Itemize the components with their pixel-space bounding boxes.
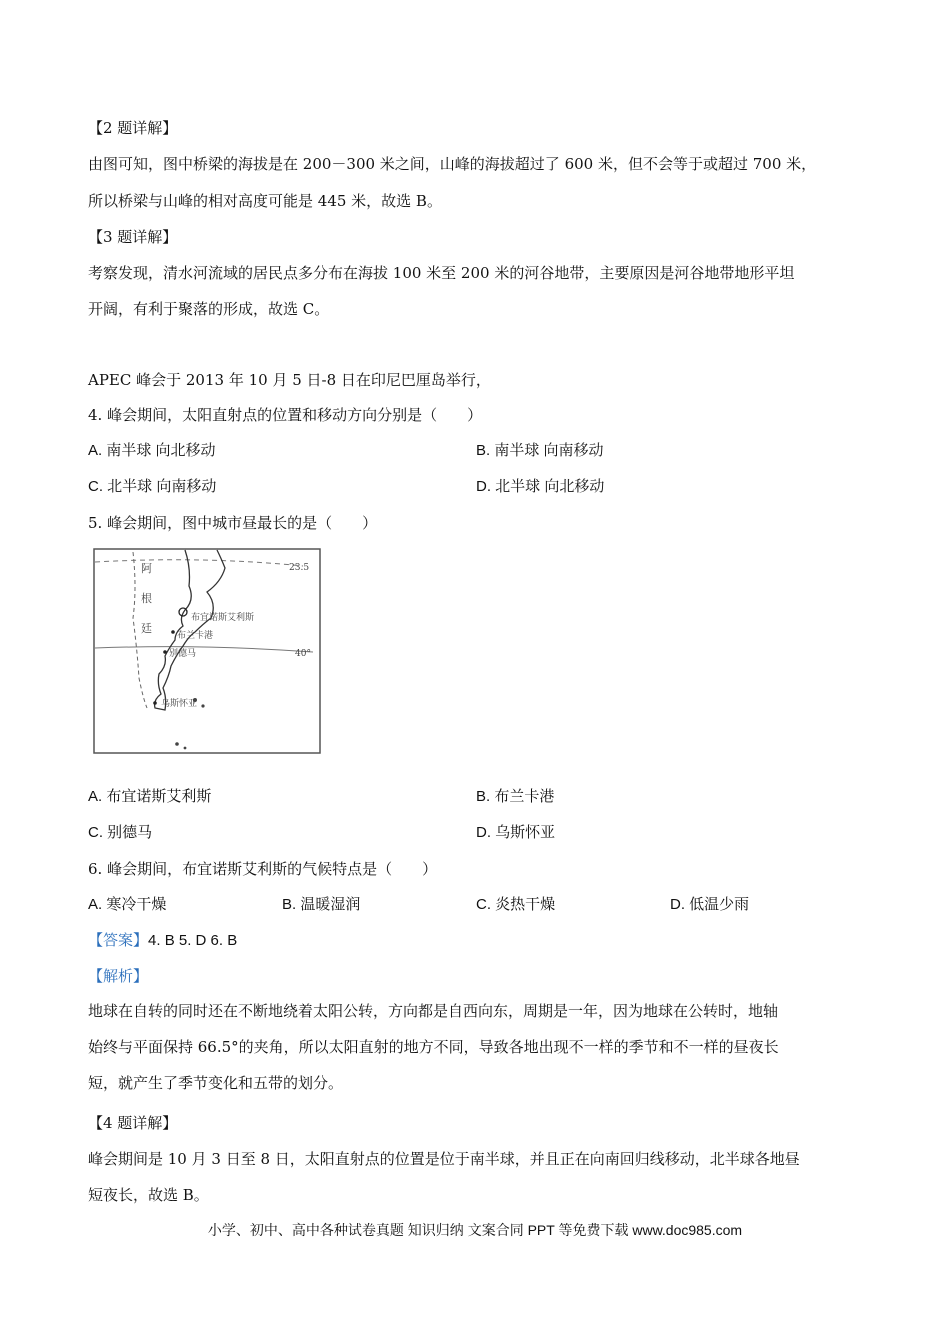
- q4-option-c: C. 北半球 向南移动: [88, 478, 217, 495]
- answer-text: 4. B 5. D 6. B: [148, 932, 238, 949]
- q6-option-c: C. 炎热干燥: [476, 896, 556, 913]
- q6-stem: 6. 峰会期间，布宜诺斯艾利斯的气候特点是（ ）: [88, 860, 438, 878]
- island: [201, 704, 204, 707]
- city-label-viedma: 别德马: [169, 649, 197, 659]
- answer-label: 【答案】: [88, 931, 149, 949]
- map-frame: [94, 549, 320, 753]
- analysis-line-2: 始终与平面保持 66.5°的夹角，所以太阳直射的地方不同，导致各地出现不一样的季节和不一样的昼夜长: [88, 1038, 779, 1056]
- section-2-line-1: 由图可知，图中桥梁的海拔是在 200－300 米之间，山峰的海拔超过了 600 米，但不会等于或超过 700 米，: [88, 155, 817, 173]
- q4-stem: 4. 峰会期间，太阳直射点的位置和移动方向分别是（ ）: [88, 406, 483, 424]
- q5-stem: 5. 峰会期间，图中城市昼最长的是（ ）: [88, 514, 378, 532]
- section-3-line-2: 开阔，有利于聚落的形成，故选 C。: [88, 300, 330, 318]
- island: [175, 742, 179, 746]
- city-marker-ushuaia: [153, 701, 157, 705]
- q5-option-c: C. 别德马: [88, 824, 153, 841]
- intro-text: APEC 峰会于 2013 年 10 月 5 日-8 日在印尼巴厘岛举行，: [88, 371, 491, 389]
- q5-option-d: D. 乌斯怀亚: [476, 824, 556, 841]
- country-label-3: 廷: [141, 622, 152, 635]
- q6-option-d: D. 低温少雨: [670, 896, 750, 913]
- lat-label-40: 40°: [295, 649, 311, 659]
- q5-option-a: A. 布宜诺斯艾利斯: [88, 788, 212, 805]
- answer-line: [88, 930, 237, 951]
- q4-option-a: A. 南半球 向北移动: [88, 442, 216, 459]
- analysis-line-1: 地球在自转的同时还在不断地绕着太阳公转，方向都是自西向东，周期是一年，因为地球在公转时，地轴: [88, 1002, 779, 1020]
- argentina-map: [93, 548, 321, 754]
- lat-label-23-5: 23.5: [289, 563, 310, 573]
- q5-option-b: B. 布兰卡港: [476, 788, 555, 805]
- city-label-bahia-blanca: 布兰卡港: [177, 631, 214, 641]
- island: [184, 747, 187, 750]
- section-4-header: 【4 题详解】: [88, 1114, 178, 1132]
- city-marker-bahia-blanca: [171, 630, 175, 634]
- q4-option-d: D. 北半球 向北移动: [476, 478, 605, 495]
- q4-option-b: B. 南半球 向南移动: [476, 442, 604, 459]
- q6-option-b: B. 温暖湿润: [282, 896, 361, 913]
- page-footer: 小学、初中、高中各种试卷真题 知识归纳 文案合同 PPT 等免费下载 www.doc985.com: [207, 1222, 743, 1238]
- analysis-label: 【解析】: [88, 967, 149, 985]
- city-label-ushuaia: 乌斯怀亚: [161, 699, 198, 709]
- city-label-buenos-aires: 布宜诺斯艾利斯: [191, 613, 255, 623]
- country-label-2: 根: [141, 592, 152, 605]
- section-3-line-1: 考察发现，清水河流域的居民点多分布在海拔 100 米至 200 米的河谷地带，主要原因是河谷地带地形平坦: [88, 264, 795, 282]
- city-marker-viedma: [163, 650, 167, 654]
- section-4-line-1: 峰会期间是 10 月 3 日至 8 日，太阳直射点的位置是位于南半球，并且正在向南回归线移动，北半球各地昼: [88, 1150, 800, 1168]
- section-4-line-2: 短夜长，故选 B。: [88, 1186, 209, 1204]
- section-2-header: 【2 题详解】: [88, 119, 178, 137]
- section-3-header: 【3 题详解】: [88, 228, 178, 246]
- country-label-1: 阿: [141, 562, 152, 575]
- q6-option-a: A. 寒冷干燥: [88, 896, 167, 913]
- analysis-line-3: 短，就产生了季节变化和五带的划分。: [88, 1074, 344, 1092]
- section-2-line-2: 所以桥梁与山峰的相对高度可能是 445 米，故选 B。: [88, 192, 442, 210]
